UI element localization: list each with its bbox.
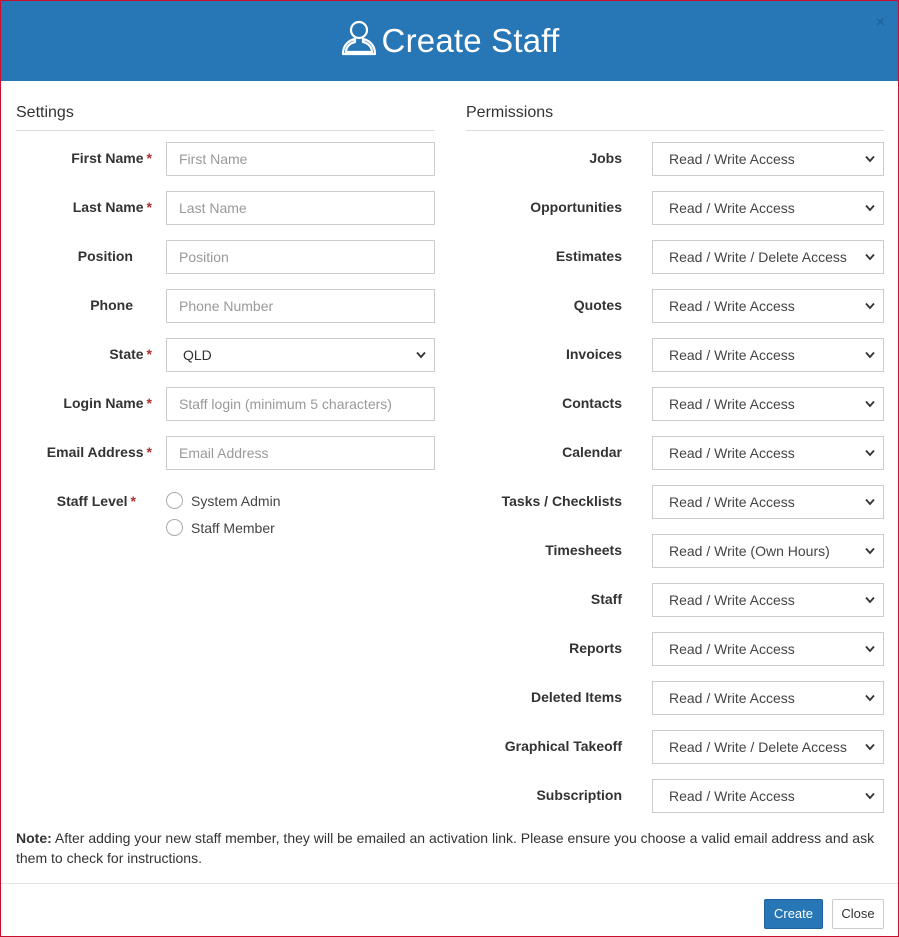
user-outline-icon xyxy=(340,19,378,57)
login-name-input[interactable]: Staff login (minimum 5 characters) xyxy=(166,387,435,421)
create-button[interactable]: Create xyxy=(764,899,823,929)
radio-circle[interactable] xyxy=(166,492,183,509)
permission-label-staff: Staff xyxy=(590,591,622,607)
position-input[interactable]: Position xyxy=(166,240,435,274)
permission-label-estimates: Estimates xyxy=(555,248,622,264)
chevron-down-icon xyxy=(865,351,875,359)
permission-select-reports[interactable]: Read / Write Access xyxy=(652,632,884,666)
permission-label-invoices: Invoices xyxy=(565,346,622,362)
radio-label: Staff Member xyxy=(191,520,275,536)
state-select[interactable]: QLD xyxy=(166,338,435,372)
phone-input[interactable]: Phone Number xyxy=(166,289,435,323)
settings-heading: Settings xyxy=(16,104,74,121)
close-button[interactable]: Close xyxy=(832,899,884,929)
permission-select-graphical-takeoff[interactable]: Read / Write / Delete Access xyxy=(652,730,884,764)
radio-label: System Admin xyxy=(191,493,281,509)
chevron-down-icon xyxy=(865,694,875,702)
chevron-down-icon xyxy=(865,155,875,163)
modal-title xyxy=(1,19,898,60)
permission-label-quotes: Quotes xyxy=(573,297,622,313)
permission-select-calendar[interactable]: Read / Write Access xyxy=(652,436,884,470)
permission-label-opportunities: Opportunities xyxy=(530,199,622,215)
chevron-down-icon xyxy=(865,204,875,212)
phone-label: Phone xyxy=(90,297,133,313)
permission-select-estimates[interactable]: Read / Write / Delete Access xyxy=(652,240,884,274)
footer-divider xyxy=(1,883,898,884)
permission-select-opportunities[interactable]: Read / Write Access xyxy=(652,191,884,225)
note-text: After adding your new staff member, they will be emailed an activation link. Please ensure you choose a valid email address and ask them to check for instructions. xyxy=(16,830,875,866)
close-icon[interactable]: × xyxy=(875,14,885,31)
permission-select-invoices[interactable]: Read / Write Access xyxy=(652,338,884,372)
staff-level-label: Staff Level * xyxy=(56,493,136,509)
radio-circle[interactable] xyxy=(166,519,183,536)
activation-note xyxy=(16,828,886,868)
permission-label-jobs: Jobs xyxy=(589,150,622,166)
chevron-down-icon xyxy=(865,645,875,653)
chevron-down-icon xyxy=(865,547,875,555)
permission-label-timesheets: Timesheets xyxy=(545,542,622,558)
position-label: Position xyxy=(77,248,133,264)
chevron-down-icon xyxy=(865,743,875,751)
chevron-down-icon xyxy=(865,253,875,261)
radio-system-admin[interactable] xyxy=(166,492,280,509)
email-address-input[interactable]: Email Address xyxy=(166,436,435,470)
modal-title-text: Create Staff xyxy=(381,22,560,59)
permission-select-staff[interactable]: Read / Write Access xyxy=(652,583,884,617)
permissions-divider xyxy=(466,130,884,131)
permission-label-subscription: Subscription xyxy=(536,787,622,803)
permission-select-jobs[interactable]: Read / Write Access xyxy=(652,142,884,176)
permission-label-graphical-takeoff: Graphical Takeoff xyxy=(504,738,622,754)
note-label: Note: xyxy=(16,830,52,846)
permission-select-quotes[interactable]: Read / Write Access xyxy=(652,289,884,323)
login-name-label: Login Name * xyxy=(63,395,152,411)
chevron-down-icon xyxy=(865,596,875,604)
first-name-input[interactable]: First Name xyxy=(166,142,435,176)
chevron-down-icon xyxy=(865,302,875,310)
chevron-down-icon xyxy=(865,792,875,800)
chevron-down-icon xyxy=(865,400,875,408)
first-name-label: First Name * xyxy=(71,150,152,166)
permission-label-contacts: Contacts xyxy=(562,395,622,411)
permission-label-tasks-checklists: Tasks / Checklists xyxy=(501,493,622,509)
permission-select-deleted-items[interactable]: Read / Write Access xyxy=(652,681,884,715)
permissions-heading: Permissions xyxy=(466,104,554,121)
chevron-down-icon xyxy=(865,449,875,457)
email-address-label: Email Address * xyxy=(46,444,152,460)
state-label: State * xyxy=(109,346,152,362)
permission-select-contacts[interactable]: Read / Write Access xyxy=(652,387,884,421)
permission-select-timesheets[interactable]: Read / Write (Own Hours) xyxy=(652,534,884,568)
permission-label-deleted-items: Deleted Items xyxy=(530,689,622,705)
last-name-input[interactable]: Last Name xyxy=(166,191,435,225)
permission-label-reports: Reports xyxy=(569,640,622,656)
last-name-label: Last Name * xyxy=(72,199,152,215)
permission-label-calendar: Calendar xyxy=(562,444,622,460)
modal-header xyxy=(1,1,898,81)
radio-staff-member[interactable] xyxy=(166,519,275,536)
chevron-down-icon xyxy=(416,351,426,359)
settings-divider xyxy=(16,130,435,131)
permission-select-tasks-checklists[interactable]: Read / Write Access xyxy=(652,485,884,519)
permission-select-subscription[interactable]: Read / Write Access xyxy=(652,779,884,813)
chevron-down-icon xyxy=(865,498,875,506)
